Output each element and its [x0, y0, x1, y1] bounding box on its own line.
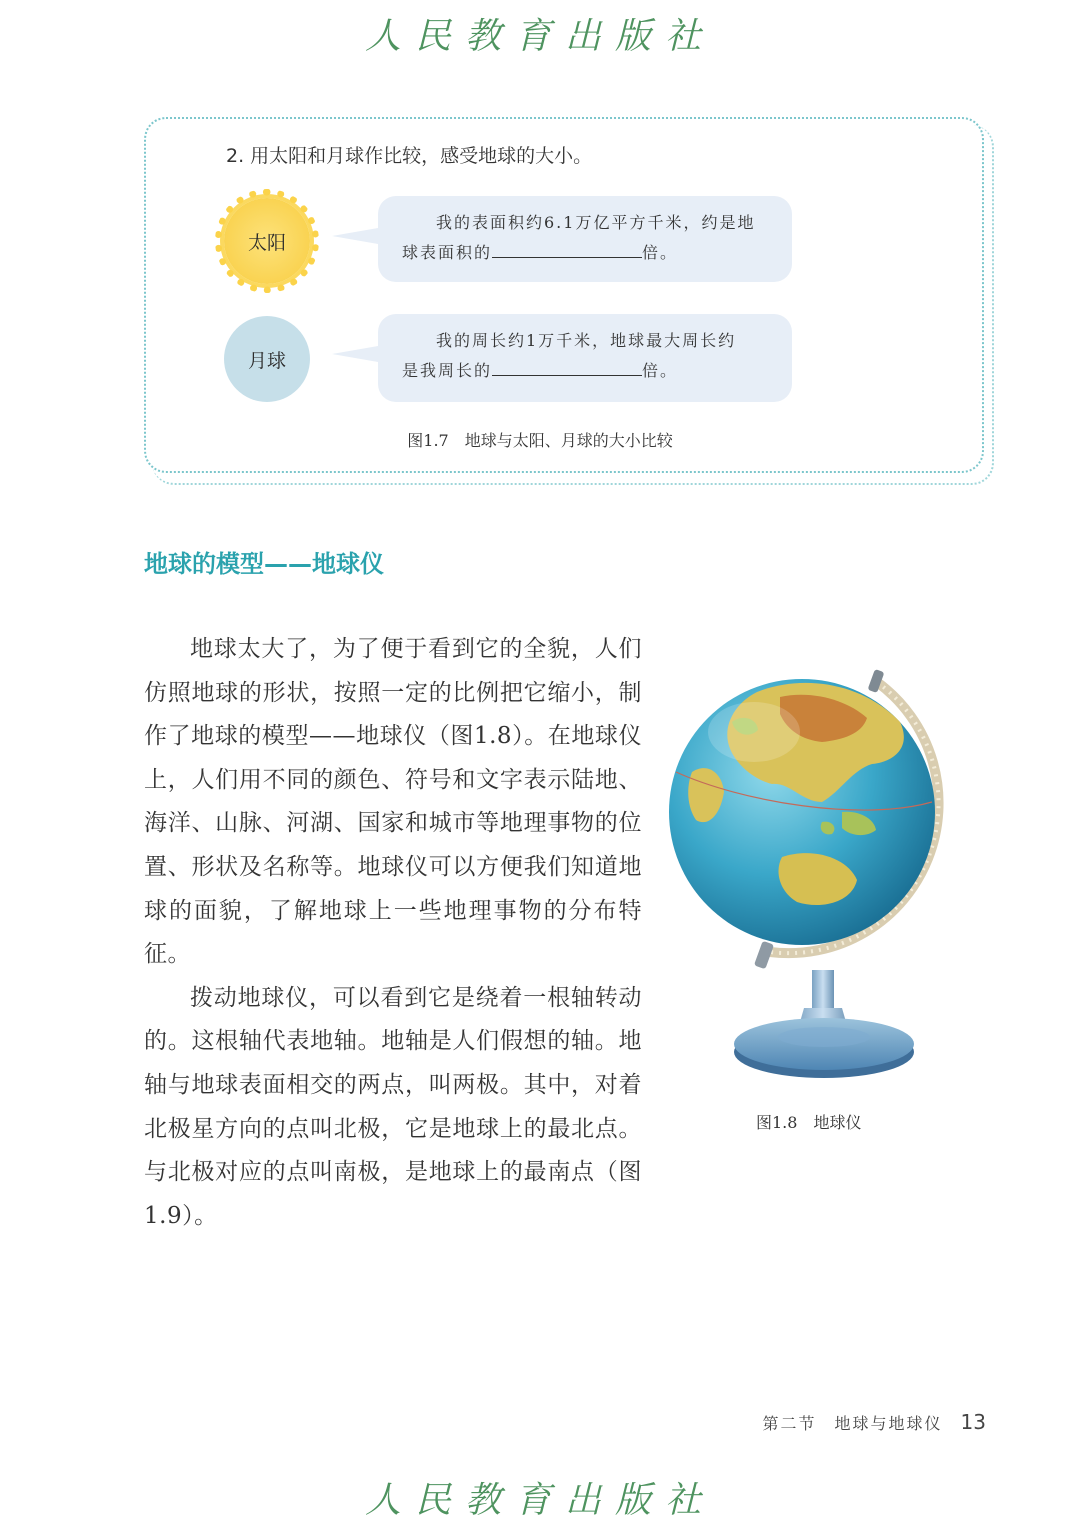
publisher-watermark-top: 人民教育出版社 [364, 16, 715, 57]
sun-bubble-line2-after: 倍。 [642, 243, 679, 262]
body-paragraph-2: 拨动地球仪，可以看到它是绕着一根轴转动的。这根轴代表地轴。地轴是人们假想的轴。地轴与地球表面相交的两点，叫两极。其中，对着北极星方向的点叫北极，它是地球上的最北点。与北极对应的点叫南极，是地球上的最南点（图1.9）。 [144, 984, 642, 1229]
globe-icon [662, 652, 992, 1092]
section-heading: 地球的模型——地球仪 [144, 550, 384, 578]
sun-bubble-line2-before: 球表面积的 [402, 243, 493, 262]
moon-bubble-line2-before: 是我周长的 [402, 361, 493, 380]
sun-bubble-line1: 我的表面积约6.1万亿平方千米，约是地 [436, 213, 756, 232]
moon-bubble-line2 [402, 356, 770, 386]
moon-label: 月球 [247, 349, 286, 372]
sun-speech-bubble [378, 196, 792, 282]
footer-section-label: 第二节 地球与地球仪 [762, 1414, 943, 1433]
publisher-watermark-bottom: 人民教育出版社 [364, 1480, 715, 1521]
globe-illustration [662, 652, 992, 1092]
activity-box [144, 117, 984, 473]
sun-bubble-line2 [402, 238, 770, 268]
moon-speech-bubble [378, 314, 792, 402]
sun-answer-blank[interactable] [492, 239, 642, 258]
page-footer [763, 1410, 986, 1434]
page-number: 13 [960, 1410, 986, 1434]
figure-1-8-caption: 图1.8 地球仪 [756, 1113, 862, 1132]
body-paragraph-1: 地球太大了，为了便于看到它的全貌，人们仿照地球的形状，按照一定的比例把它缩小，制作了地球的模型——地球仪（图1.8）。在地球仪上，人们用不同的颜色、符号和文字表示陆地、海洋、山脉、河湖、国家和城市等地理事物的位置、形状及名称等。地球仪可以方便我们知道地球的面貌，了解地球上一些地理事物的分布特征。 [144, 636, 642, 968]
moon-answer-blank[interactable] [492, 357, 642, 376]
sun-badge [224, 198, 310, 284]
figure-1-7-caption: 图1.7 地球与太阳、月球的大小比较 [407, 431, 673, 450]
moon-bubble-line2-after: 倍。 [642, 361, 679, 380]
section-body [144, 628, 642, 1238]
moon-bubble-line1: 我的周长约1万千米，地球最大周长约 [436, 331, 737, 350]
activity-task-text: 2. 用太阳和月球作比较，感受地球的大小。 [226, 145, 593, 167]
sun-label: 太阳 [247, 231, 286, 254]
moon-badge [224, 316, 310, 402]
